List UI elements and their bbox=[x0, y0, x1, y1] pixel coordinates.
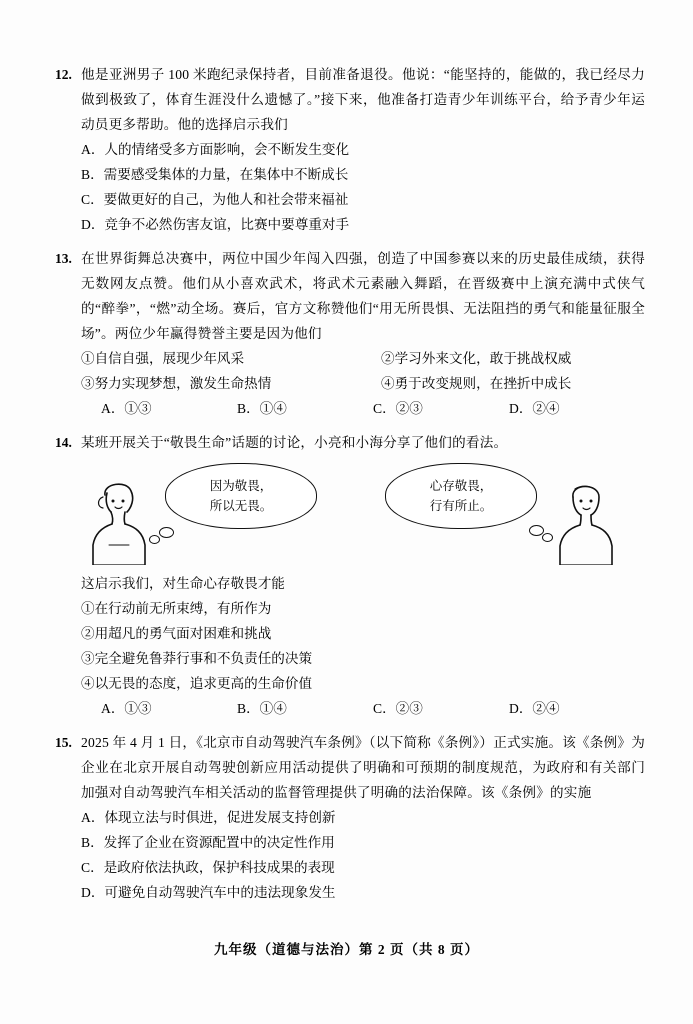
girl-illustration bbox=[83, 475, 153, 565]
left-speech-bubble bbox=[165, 463, 317, 529]
page-content bbox=[55, 62, 645, 914]
option-b[interactable]: B．需要感受集体的力量，在集体中不断成长 bbox=[81, 167, 349, 182]
option-d[interactable]: D．可避免自动驾驶汽车中的违法现象发生 bbox=[81, 885, 336, 900]
question-number: 15. bbox=[55, 735, 72, 750]
answer-row bbox=[55, 696, 645, 721]
option-a[interactable]: A．①③ bbox=[101, 401, 152, 416]
option-b[interactable]: B．①④ bbox=[237, 401, 287, 416]
option-d[interactable]: D．②④ bbox=[509, 701, 560, 716]
sub-option-row-1 bbox=[55, 346, 645, 371]
question-number: 13. bbox=[55, 251, 72, 266]
left-bubble-dot-2 bbox=[149, 535, 160, 544]
sub-option-4: ④以无畏的态度，追求更高的生命价值 bbox=[81, 676, 313, 691]
question-stem: 2025 年 4 月 1 日，《北京市自动驾驶汽车条例》（以下简称《条例》）正式实施。该《条例》为企业在北京开展自动驾驶创新应用活动提供了明确和可预期的制度规范，为政府和有关部门加强对自动驾驶汽车相关活动的监督管理提供了明确的法治保障。该《条例》的实施 bbox=[81, 735, 645, 800]
question-15 bbox=[55, 730, 645, 905]
option-b[interactable]: B．发挥了企业在资源配置中的决定性作用 bbox=[81, 835, 335, 850]
sub-option-2: ②用超凡的勇气面对困难和挑战 bbox=[81, 626, 272, 641]
question-stem: 在世界街舞总决赛中，两位中国少年闯入四强，创造了中国参赛以来的历史最佳成绩，获得无数网友点赞。他们从小喜欢武术，将武术元素融入舞蹈，在晋级赛中上演充满中式侠气的“醉拳”，“燃”动全场。赛后，官方文称赞他们“用无所畏惧、无法阻挡的勇气和能量征服全场”。两位少年赢得赞誉主要是因为他们 bbox=[81, 251, 645, 341]
sub-option-4: ④勇于改变规则，在挫折中成长 bbox=[381, 376, 572, 391]
question-stem: 某班开展关于“敬畏生命”话题的讨论，小亮和小海分享了他们的看法。 bbox=[81, 435, 508, 450]
option-c[interactable]: C．要做更好的自己，为他人和社会带来福祉 bbox=[81, 192, 349, 207]
question-number: 12. bbox=[55, 67, 72, 82]
answer-row bbox=[55, 396, 645, 421]
option-b[interactable]: B．①④ bbox=[237, 701, 287, 716]
left-bubble-dot-1 bbox=[159, 527, 174, 538]
option-c[interactable]: C．是政府依法执政，保护科技成果的表现 bbox=[81, 860, 335, 875]
option-c[interactable]: C．②③ bbox=[373, 401, 423, 416]
question-14 bbox=[55, 430, 645, 721]
option-c[interactable]: C．②③ bbox=[373, 701, 423, 716]
sub-option-2: ②学习外来文化，敢于挑战权威 bbox=[381, 351, 572, 366]
question-stem: 他是亚洲男子 100 米跑纪录保持者，目前准备退役。他说：“能坚持的，能做的，我已经尽力做到极致了，体育生涯没什么遗憾了。”接下来，他准备打造青少年训练平台，给予青少年运动员更多帮助。他的选择启示我们 bbox=[81, 67, 645, 132]
discussion-illustration bbox=[55, 461, 645, 569]
sub-option-1: ①自信自强，展现少年风采 bbox=[81, 351, 245, 366]
sub-option-3: ③努力实现梦想，激发生命热情 bbox=[81, 376, 272, 391]
right-speech-bubble bbox=[385, 463, 537, 529]
option-a[interactable]: A．体现立法与时俱进，促进发展支持创新 bbox=[81, 810, 336, 825]
question-lead: 这启示我们，对生命心存敬畏才能 bbox=[81, 576, 285, 591]
sub-option-1: ①在行动前无所束缚，有所作为 bbox=[81, 601, 272, 616]
question-number: 14. bbox=[55, 435, 72, 450]
left-bubble-line-2: 所以无畏。 bbox=[209, 499, 273, 513]
page-footer: 九年级（道德与法治）第 2 页（共 8 页） bbox=[214, 942, 479, 957]
option-a[interactable]: A．人的情绪受多方面影响，会不断发生变化 bbox=[81, 142, 350, 157]
sub-option-3: ③完全避免鲁莽行事和不负责任的决策 bbox=[81, 651, 313, 666]
boy-illustration bbox=[551, 475, 621, 565]
question-13 bbox=[55, 246, 645, 421]
option-a[interactable]: A．①③ bbox=[101, 701, 152, 716]
left-bubble-line-1: 因为敬畏， bbox=[209, 479, 273, 493]
right-bubble-line-1: 心存敬畏， bbox=[429, 479, 493, 493]
sub-option-row-2 bbox=[55, 371, 645, 396]
question-12 bbox=[55, 62, 645, 237]
option-d[interactable]: D．竞争不必然伤害友谊，比赛中要尊重对手 bbox=[81, 217, 350, 232]
option-d[interactable]: D．②④ bbox=[509, 401, 560, 416]
right-bubble-line-2: 行有所止。 bbox=[429, 499, 493, 513]
